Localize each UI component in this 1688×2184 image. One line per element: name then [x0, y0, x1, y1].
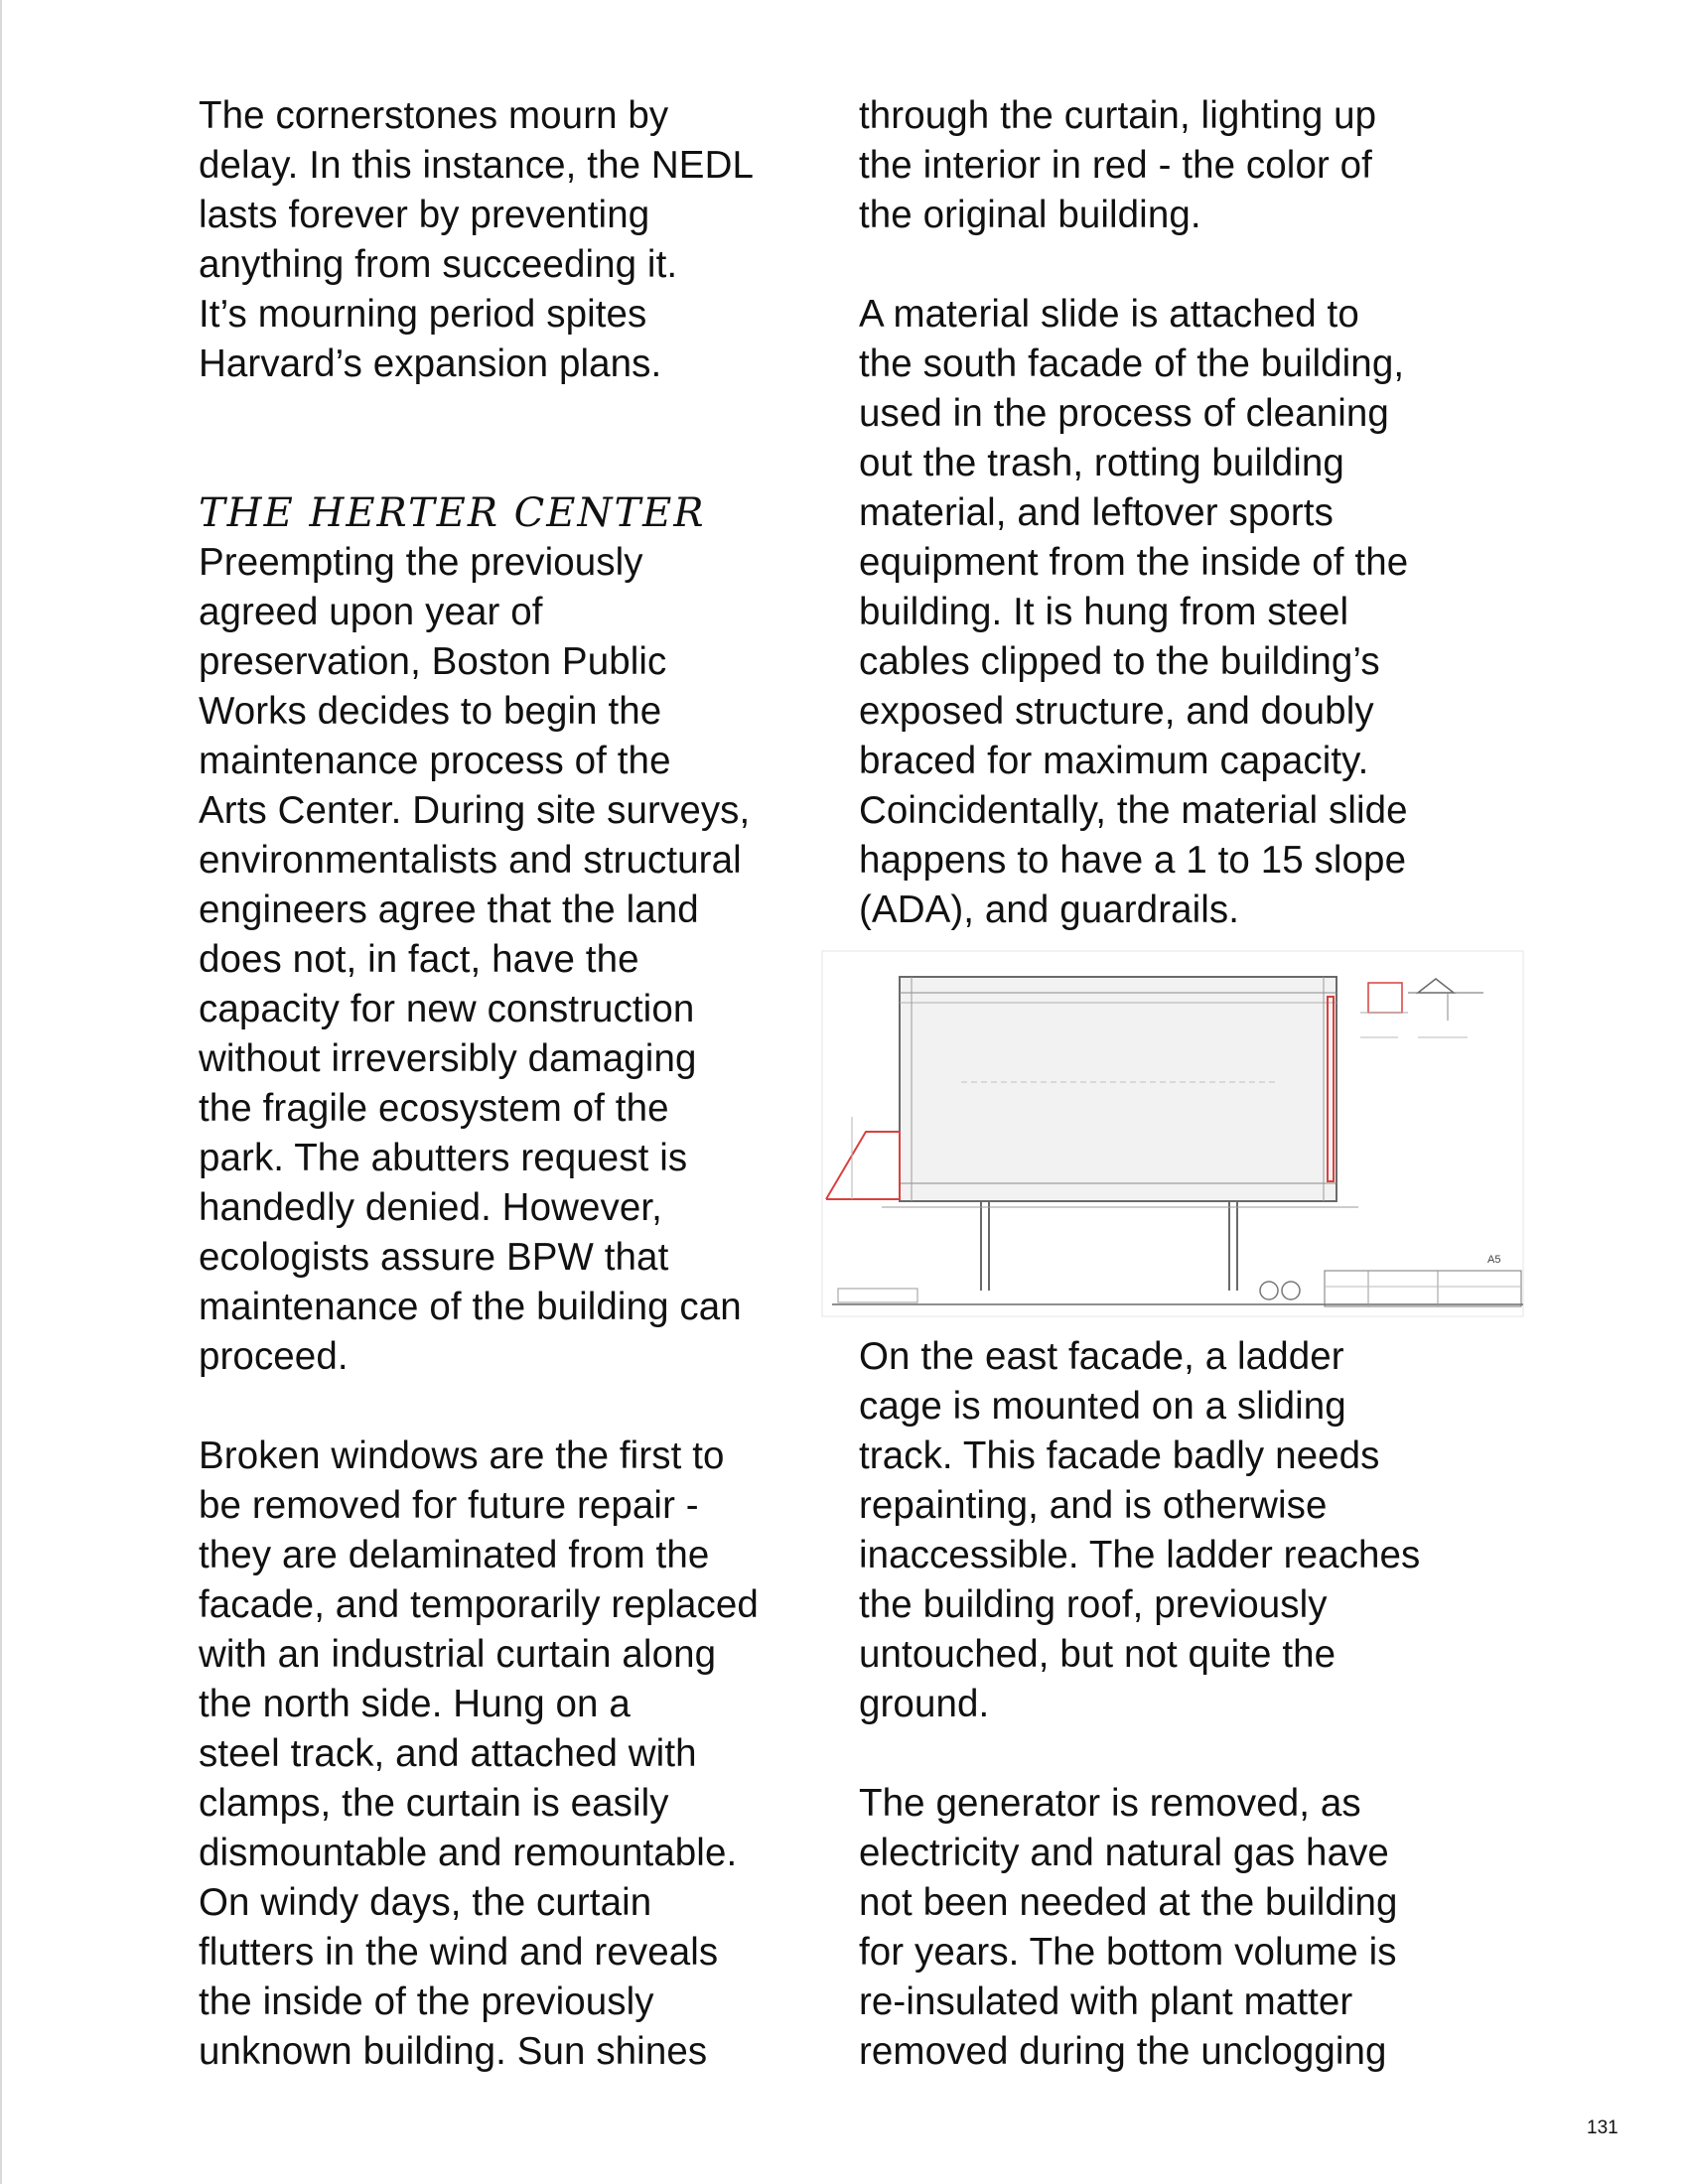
paragraph-broken-windows: Broken windows are the first to be removed for future repair - they are delaminated from the facade, and temporarily replaced with an industrial curtain along the north side. Hung on a steel track, and attached with clamps, the curtain is easily dismountable and remountable. On windy days, the curtain flutters in the wind and reveals the inside of the previously unknown building. Sun shines	[199, 1434, 759, 2073]
page-number: 131	[1587, 2117, 1618, 2138]
right-column-lower	[859, 1332, 1494, 2077]
paragraph-east-facade: On the east facade, a ladder cage is mounted on a sliding track. This facade badly needs repainting, and is otherwise inaccessible. The ladder reaches the building roof, previously untouched, but not quite the ground.	[859, 1335, 1421, 1725]
paragraph-curtain-continued: through the curtain, lighting up the interior in red - the color of the original building.	[859, 94, 1377, 236]
section-heading: THE HERTER CENTER	[199, 490, 706, 536]
elevation-drawing	[812, 943, 1529, 1320]
paragraph-cornerstones: The cornerstones mourn by delay. In this instance, the NEDL lasts forever by preventing anything from succeeding it. It’s mourning period spites Harvard’s expansion plans.	[199, 94, 754, 385]
page-edge-rule	[0, 0, 2, 2184]
paragraph-material-slide: A material slide is attached to the south facade of the building, used in the process of cleaning out the trash, rotting building material, and leftover sports equipment from the inside of the building. It is hung from steel cables clipped to the building’s exposed structure, and doubly braced for maximum capacity. Coincidentally, the material slide happens to have a 1 to 15 slope (ADA), and guardrails.	[859, 293, 1409, 931]
left-column	[199, 91, 834, 2077]
paragraph-generator: The generator is removed, as electricity and natural gas have not been needed at the building for years. The bottom volume is re-insulated with plant matter removed during the unclogging	[859, 1782, 1398, 2073]
building-outline	[900, 977, 1336, 1201]
right-column	[859, 91, 1494, 935]
paragraph-preempting: Preempting the previously agreed upon year of preservation, Boston Public Works decides to begin the maintenance process of the Arts Center. During site surveys, environmentalists and structural engineers agree that the land does not, in fact, have the capacity for new construction without irreversibly damaging the fragile ecosystem of the park. The abutters request is handedly denied. However, ecologists assure BPW that maintenance of the building can proceed.	[199, 541, 751, 1378]
sheet-label: A5	[1487, 1254, 1501, 1266]
